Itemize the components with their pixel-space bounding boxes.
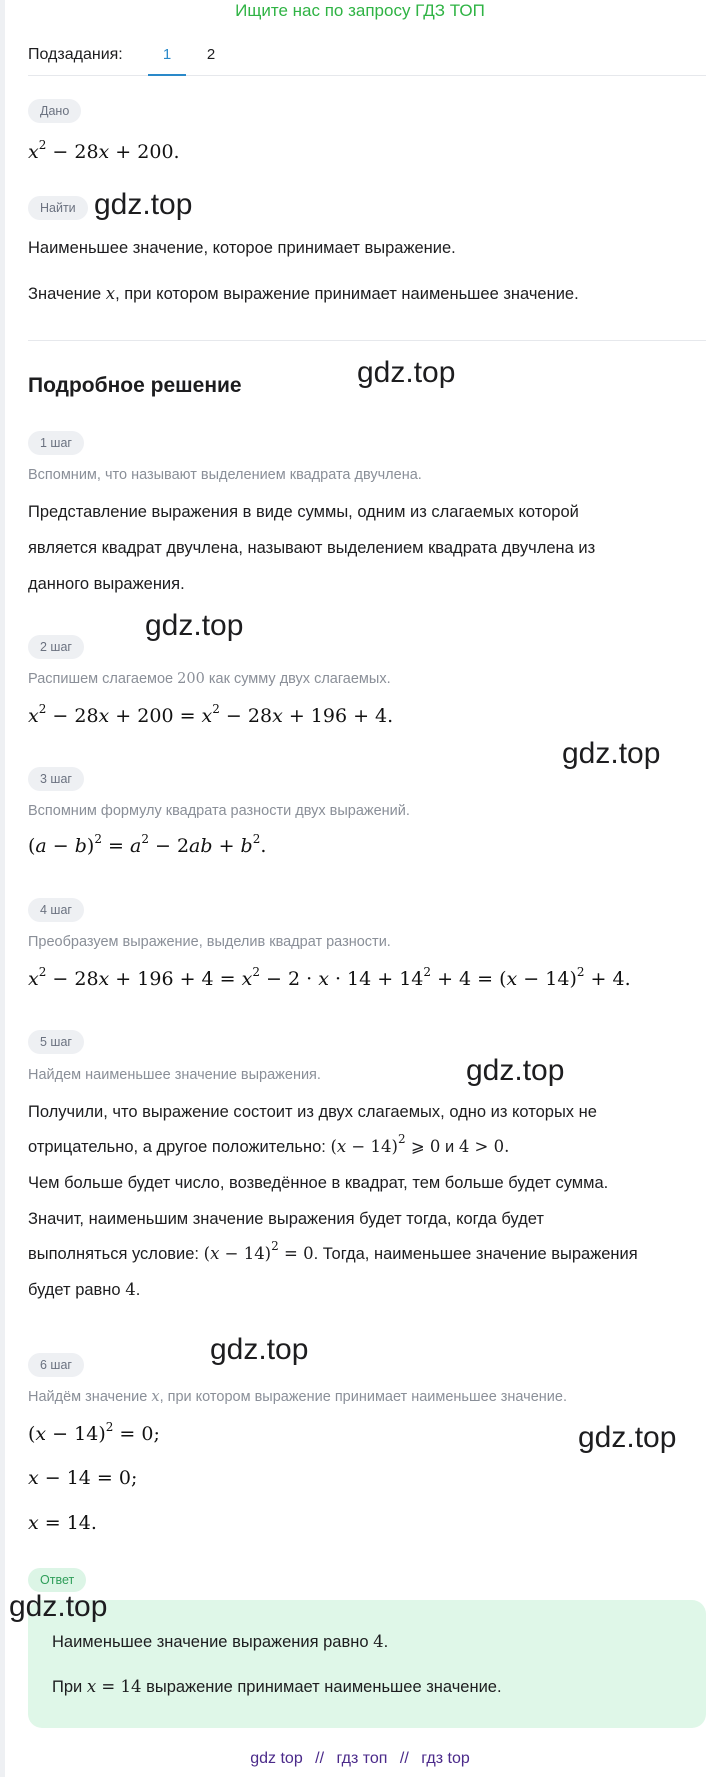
step-6-hint (28, 1387, 708, 1407)
step-2-hint (28, 669, 708, 689)
step-5-inequality-2: 4 > 0. (458, 1137, 510, 1156)
step-5-p2-line-4-prefix: будет равно (28, 1281, 121, 1299)
given-formula-dot: . (173, 141, 180, 163)
answer-line-1-prefix: Наименьшее значение выражения равно (52, 1633, 369, 1651)
answer-line-2-suffix: выражение принимает наименьшее значение. (146, 1678, 502, 1696)
step-1-tag: 1 шаг (28, 431, 84, 455)
step-5-min-value: 4 (125, 1280, 136, 1299)
step-5-p1-line-2 (28, 1132, 708, 1159)
find-line-1: Наименьшее значение, которое принимает выражение. (28, 239, 456, 257)
search-banner[interactable]: Ищите нас по запросу ГДЗ ТОП (235, 1, 485, 20)
tab-subtask-2[interactable]: 2 (206, 46, 216, 63)
find-tag: Найти (28, 196, 88, 220)
answer-line-1 (52, 1630, 692, 1654)
step-5-p2-line-3-prefix: выполняться условие: (28, 1245, 200, 1263)
var-x: x (105, 284, 116, 303)
answer-line-2 (52, 1675, 692, 1699)
given-formula: $x^2 - 28x + 200$. (28, 138, 180, 163)
find-line-2-prefix: Значение (28, 285, 102, 303)
step-5-p2-line-2: Значит, наименьшим значение выражения будет тогда, когда будет (28, 1210, 544, 1228)
step-5-tag: 5 шаг (28, 1030, 84, 1054)
step-5-p2-line-4-suffix: . (135, 1281, 141, 1299)
tab-subtask-1[interactable]: 1 (148, 46, 186, 63)
step-5-hint: Найдем наименьшее значение выражения. (28, 1067, 321, 1083)
step-6-formula-1: $(x - 14)^2 = 0$; (28, 1420, 160, 1445)
answer-box (28, 1600, 706, 1728)
watermark: gdz.top (357, 356, 456, 389)
subtasks-label: Подзадания: (28, 46, 123, 63)
footer-link-gdz-top[interactable]: gdz top (250, 1750, 303, 1767)
step-1-line-3: данного выражения. (28, 575, 185, 593)
step-5-p2-line-3-suffix: . Тогда, наименьшее значение выражения (313, 1245, 638, 1263)
step-5-condition: $(x - 14)^2 = 0$ (203, 1239, 314, 1263)
step-6-formula-2: x − 14 = 0; (28, 1467, 138, 1489)
given-tag: Дано (28, 99, 81, 123)
step-5-p2-line-4 (28, 1278, 708, 1302)
step-6-hint-var: x (151, 1389, 160, 1405)
step-2-formula: $x^2 - 28x + 200 = x^2 - 28x + 196 + 4$. (28, 702, 394, 727)
step-1-hint: Вспомним, что называют выделением квадрата двучлена. (28, 467, 422, 483)
step-4-formula: $x^2 - 28x + 196 + 4 = x^2 - 2 \cdot x \cdot 14 + 14^2 + 4 = (x - 14)^2 + 4$. (28, 965, 631, 990)
section-divider (28, 340, 706, 341)
step-3-formula: $(a - b)^2 = a^2 - 2ab + b^2$. (28, 832, 267, 857)
find-line-2 (28, 282, 708, 306)
footer-link-gdz-top-mixed[interactable]: гдз top (421, 1750, 470, 1767)
step-3-hint: Вспомним формулу квадрата разности двух выражений. (28, 803, 410, 819)
answer-x-value: x = 14 (86, 1677, 142, 1696)
step-2-tag: 2 шаг (28, 635, 84, 659)
step-2-hint-prefix: Распишем слагаемое (28, 671, 174, 687)
step-1-line-1: Представление выражения в виде суммы, одним из слагаемых которой (28, 503, 579, 521)
footer-links (0, 1750, 720, 1768)
step-4-hint: Преобразуем выражение, выделив квадрат разности. (28, 934, 391, 950)
step-6-hint-suffix: , при котором выражение принимает наименьшее значение. (159, 1389, 568, 1405)
watermark: gdz.top (562, 737, 661, 770)
step-5-p2-line-3 (28, 1239, 708, 1266)
step-5-p1-line-2-text: отрицательно, а другое положительно: (28, 1138, 326, 1156)
watermark: gdz.top (578, 1421, 677, 1454)
step-6-hint-prefix: Найдём значение (28, 1389, 148, 1405)
find-line-2-suffix: , при котором выражение принимает наименьшее значение. (115, 285, 579, 303)
answer-tag: Ответ (28, 1568, 86, 1592)
watermark: gdz.top (210, 1333, 309, 1366)
subtasks-nav (28, 38, 706, 76)
watermark: gdz.top (94, 188, 193, 221)
answer-line-1-suffix: . (383, 1633, 389, 1651)
answer-line-2-prefix: При (52, 1678, 83, 1696)
step-2-hint-number: 200 (177, 671, 205, 687)
step-6-tag: 6 шаг (28, 1353, 84, 1377)
step-5-inequality-1: $(x - 14)^2$ ⩾ 0 (330, 1132, 441, 1156)
watermark: gdz.top (466, 1054, 565, 1087)
left-border (0, 0, 5, 1777)
watermark: gdz.top (145, 609, 244, 642)
step-3-tag: 3 шаг (28, 767, 84, 791)
step-5-p1-line-1: Получили, что выражение состоит из двух слагаемых, одно из которых не (28, 1103, 597, 1121)
step-2-hint-suffix: как сумму двух слагаемых. (208, 671, 391, 687)
step-1-line-2: является квадрат двучлена, называют выделением квадрата двучлена из (28, 539, 596, 557)
footer-separator: // (399, 1750, 409, 1767)
step-5-p2-line-1: Чем больше будет число, возведённое в квадрат, тем больше будет сумма. (28, 1174, 609, 1192)
watermark: gdz.top (9, 1590, 108, 1623)
step-6-formula-3: x = 14. (28, 1512, 97, 1534)
step-4-tag: 4 шаг (28, 898, 84, 922)
solution-title: Подробное решение (28, 374, 242, 397)
footer-separator: // (315, 1750, 325, 1767)
step-5-and: и (445, 1138, 455, 1156)
footer-link-gdz-top-ru[interactable]: гдз топ (336, 1750, 388, 1767)
answer-min-value: 4 (373, 1632, 384, 1651)
